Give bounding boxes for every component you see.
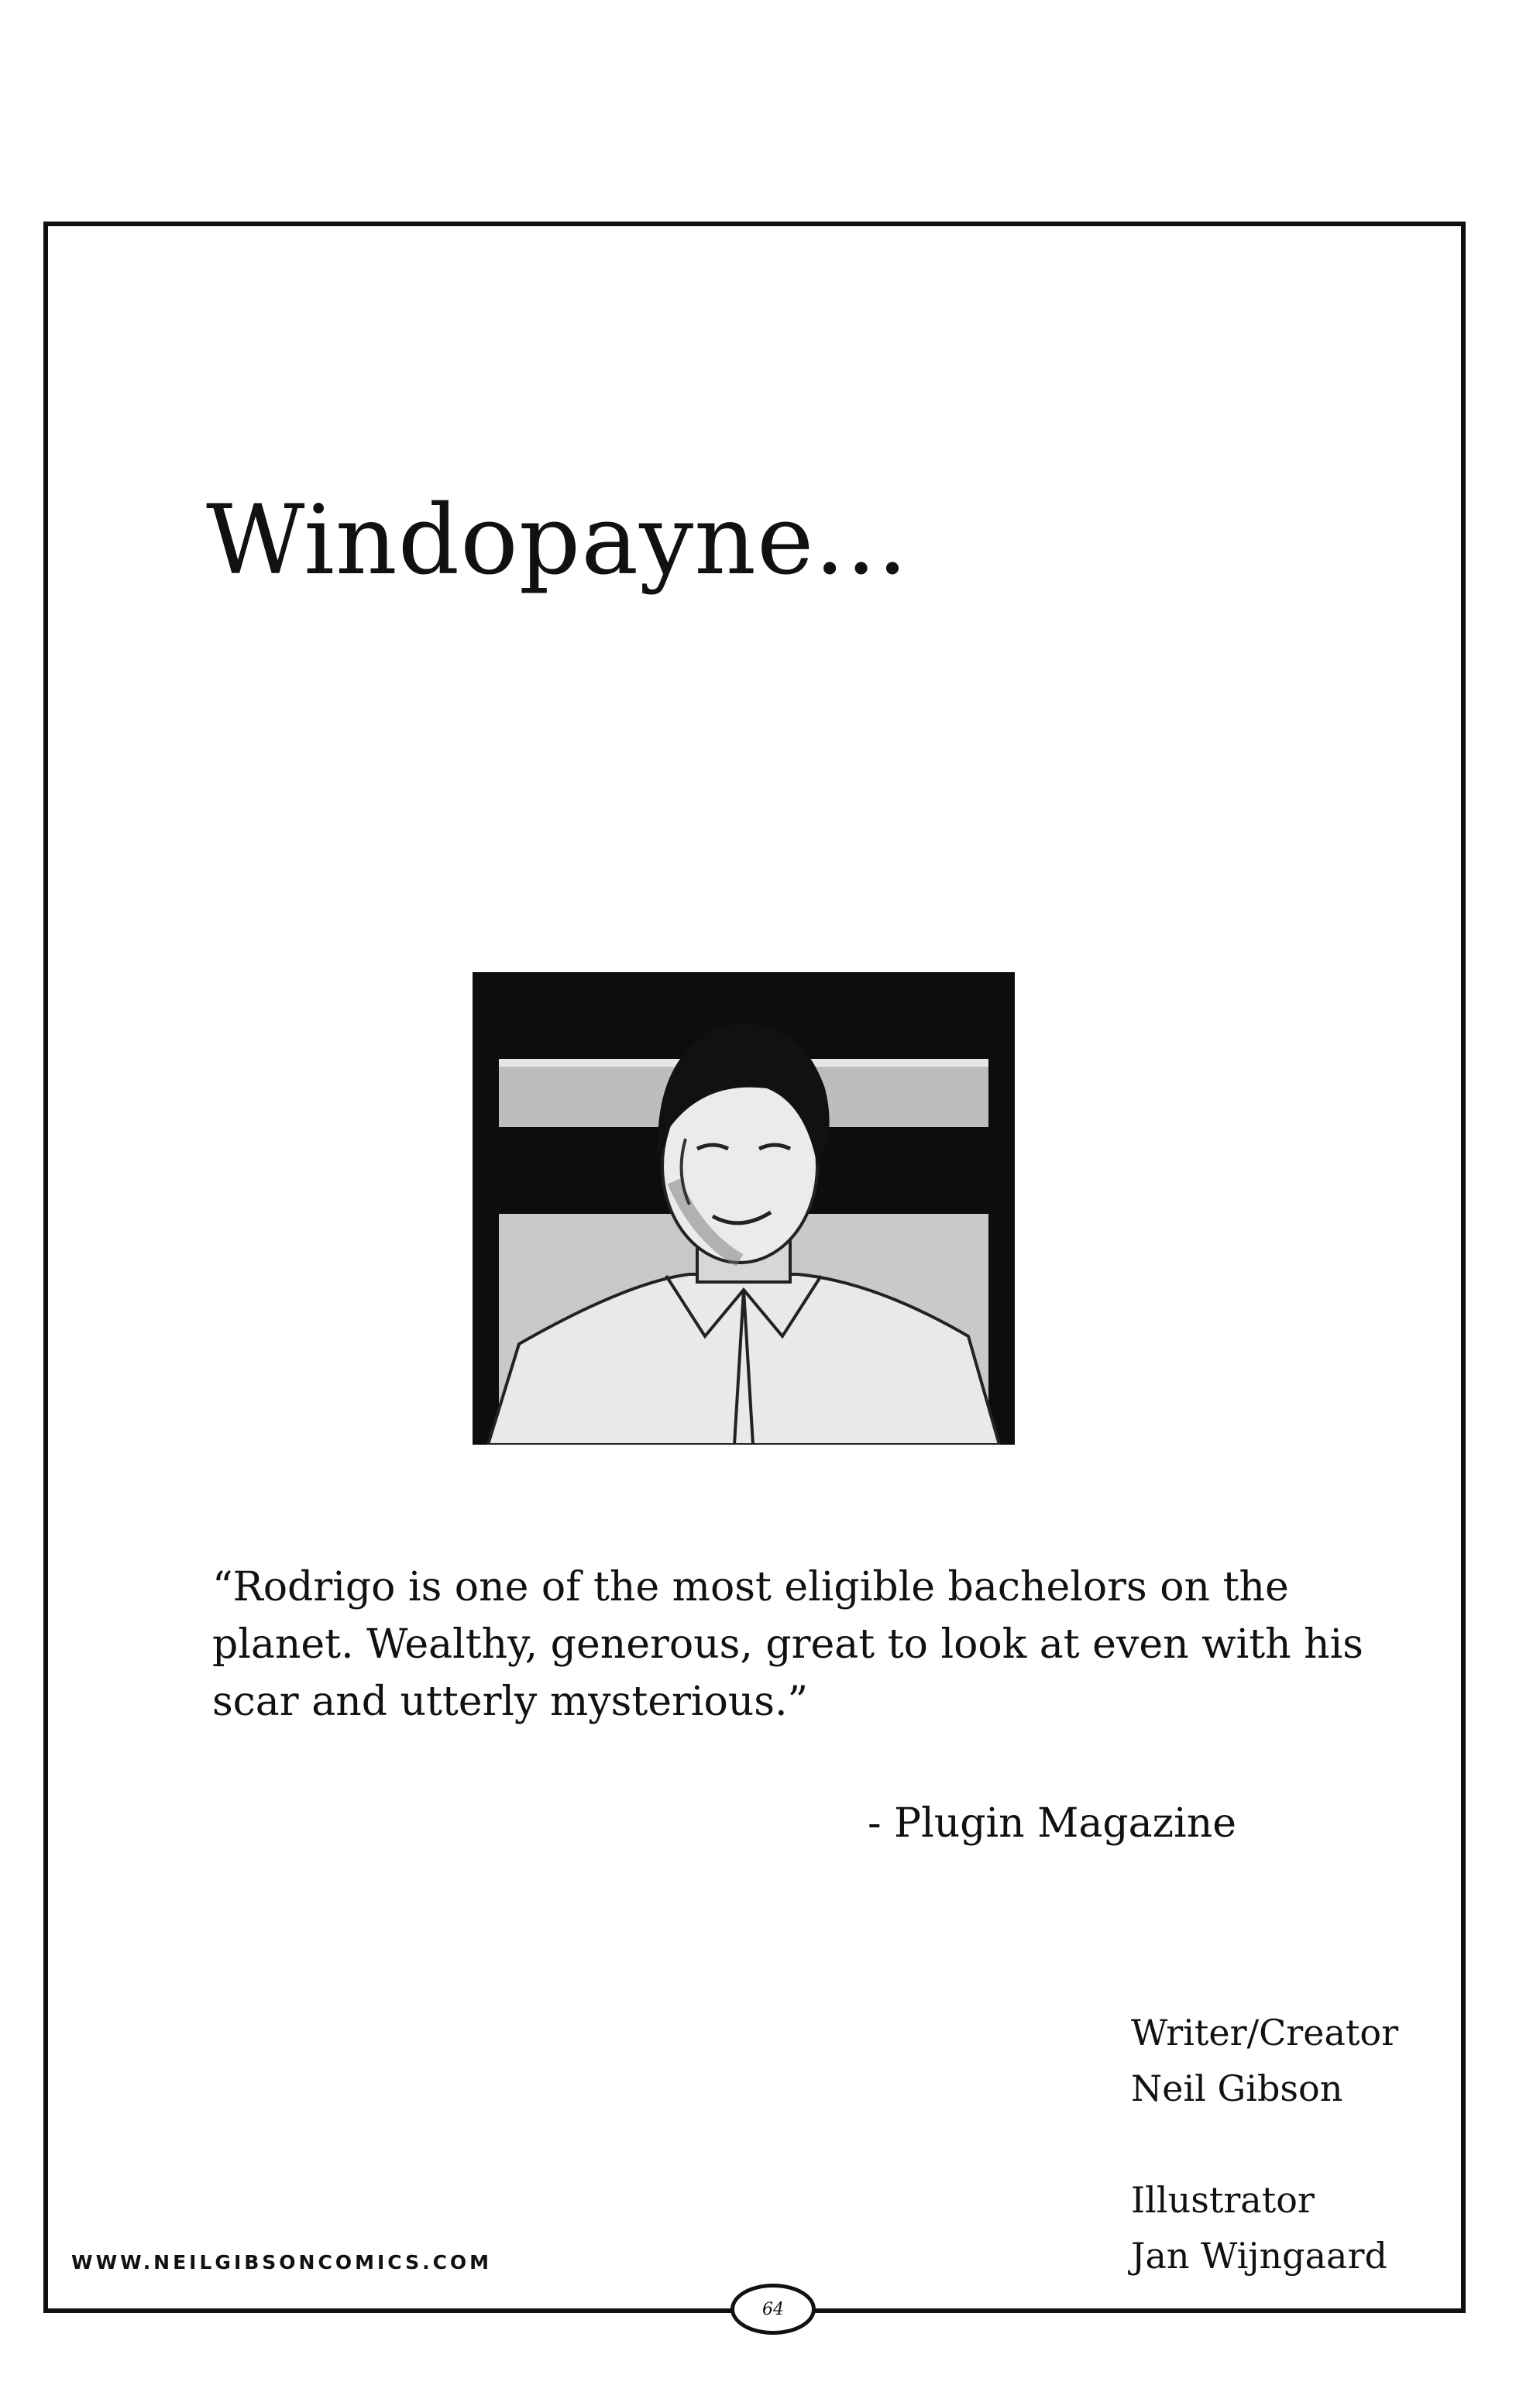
illustrator-name: Jan Wijngaard bbox=[1131, 2235, 1387, 2277]
portrait-illustration bbox=[473, 972, 1015, 1445]
illustrator-role: Illustrator bbox=[1131, 2179, 1315, 2221]
writer-credit bbox=[1131, 2005, 1398, 2116]
writer-role: Writer/Creator bbox=[1131, 2012, 1399, 2054]
writer-name: Neil Gibson bbox=[1131, 2067, 1343, 2109]
page-number-label: 64 bbox=[762, 2299, 784, 2319]
website-url: WWW.NEILGIBSONCOMICS.COM bbox=[71, 2251, 493, 2274]
page-number bbox=[730, 2284, 816, 2335]
page-title: Windopayne... bbox=[206, 485, 909, 596]
quote-attribution: - Plugin Magazine bbox=[868, 1800, 1236, 1847]
quote-text: “Rodrigo is one of the most eligible bachelors on the planet. Wealthy, generous, great to look at even with his scar and utterly mysterious.” bbox=[212, 1564, 1363, 1725]
illustrator-credit bbox=[1131, 2172, 1398, 2284]
credits bbox=[1131, 2005, 1398, 2339]
